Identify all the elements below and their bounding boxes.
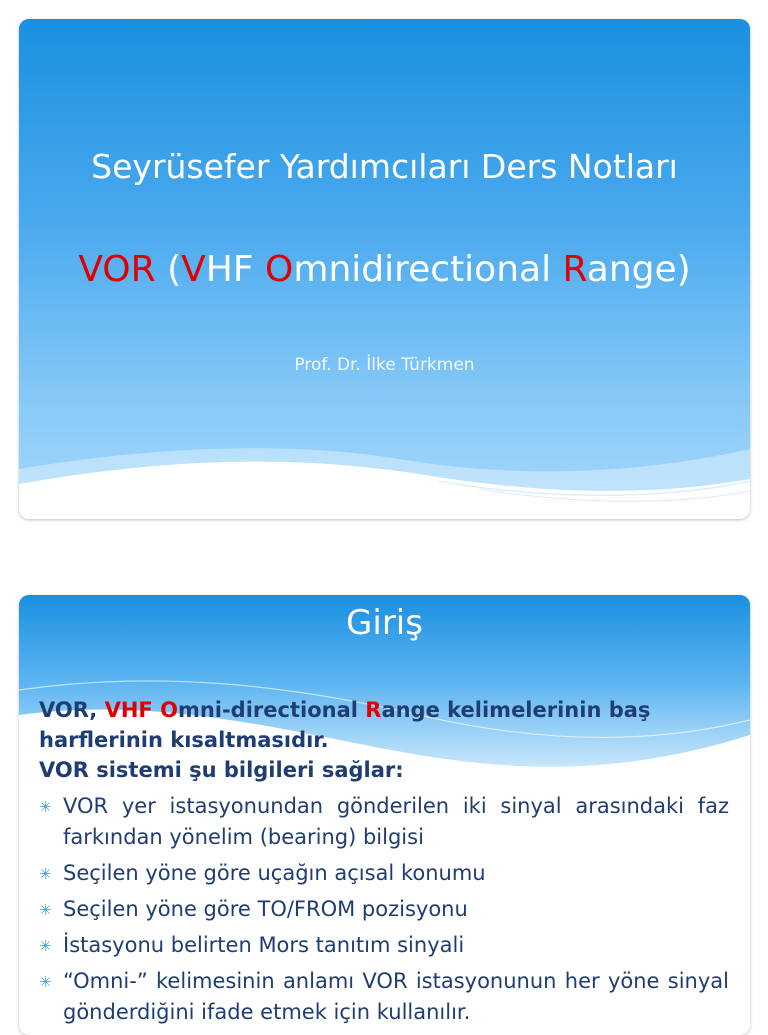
bullet-text: “Omni-” kelimesinin anlamı VOR istasyonunun her yöne sinyal gönderdiğini ifade etmek için kullanılır.	[63, 969, 729, 1024]
slide-title: Giriş	[346, 603, 423, 643]
asterisk-icon: ✳	[39, 901, 52, 919]
slide-subtitle	[19, 249, 750, 290]
subheading: VOR sistemi şu bilgileri sağlar:	[39, 758, 404, 782]
list-item	[39, 894, 729, 925]
intro-text: VOR,	[39, 698, 105, 722]
intro-paragraph	[39, 695, 729, 755]
bullet-text: Seçilen yöne göre uçağın açısal konumu	[63, 861, 486, 885]
list-item	[39, 791, 729, 853]
subtitle-text: ange)	[586, 249, 691, 290]
wave-decoration	[19, 419, 750, 519]
intro-highlight: VHF O	[104, 698, 178, 722]
bullet-list	[39, 791, 729, 1028]
list-item	[39, 930, 729, 961]
bullet-text: İstasyonu belirten Mors tanıtım sinyali	[63, 933, 465, 957]
intro-text: ange kelimelerinin baş harflerinin kısaltmasıdır.	[39, 698, 651, 752]
bullet-text: Seçilen yöne göre TO/FROM pozisyonu	[63, 897, 468, 921]
title-slide	[19, 19, 750, 519]
slide-title: Seyrüsefer Yardımcıları Ders Notları	[91, 147, 678, 186]
subtitle-text: HF	[205, 249, 266, 290]
letter-r: R	[562, 249, 587, 290]
letter-v: V	[181, 249, 206, 290]
asterisk-icon: ✳	[39, 937, 52, 955]
intro-text: mni-directional	[177, 698, 366, 722]
list-item	[39, 858, 729, 889]
asterisk-icon: ✳	[39, 798, 52, 816]
acronym-vor: VOR	[78, 249, 156, 290]
asterisk-icon: ✳	[39, 973, 52, 991]
subtitle-text: (	[155, 249, 182, 290]
subtitle-text: mnidirectional	[293, 249, 563, 290]
author-name: Prof. Dr. İlke Türkmen	[294, 355, 475, 375]
asterisk-icon: ✳	[39, 865, 52, 883]
slide-body	[39, 695, 729, 1033]
list-item	[39, 966, 729, 1028]
letter-o: O	[265, 249, 294, 290]
bullet-text: VOR yer istasyonundan gönderilen iki sinyal arasındaki faz farkından yönelim (bearing) bilgisi	[63, 794, 729, 849]
intro-highlight: R	[365, 698, 382, 722]
intro-slide	[19, 595, 750, 1035]
